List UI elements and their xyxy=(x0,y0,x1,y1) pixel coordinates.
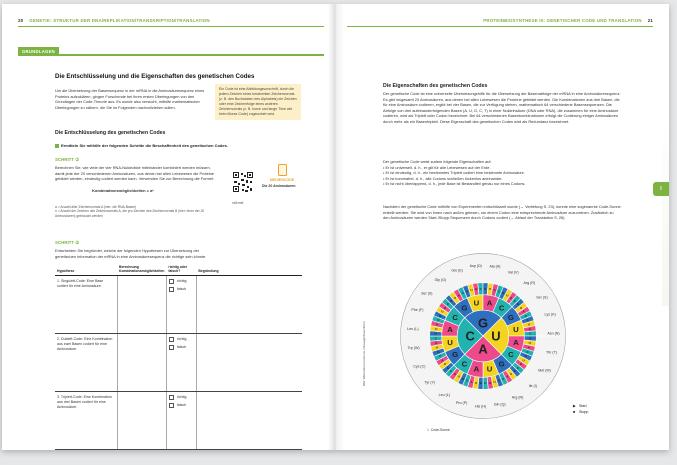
legend-stop-label: Stopp xyxy=(579,409,589,414)
hypothesis-cell: 2. Dublett-Code: Eine Kombination aus zwei Basen codiert für eine Aminosäure. xyxy=(55,334,117,392)
checkbox-label: falsch xyxy=(176,345,187,350)
third-base-label: C xyxy=(439,354,442,359)
third-base-label: G xyxy=(526,318,529,323)
third-base-label: C xyxy=(497,289,501,294)
third-base-label: U xyxy=(474,380,478,385)
formula: Kombinationsmöglichkeiten = aⁿ xyxy=(92,188,154,193)
amino-acid-label: Trp (W) xyxy=(407,345,420,350)
page-number-left: 20 xyxy=(18,18,24,23)
third-base-label: U xyxy=(453,296,456,301)
hypothesis-table xyxy=(55,264,302,450)
second-base-label: C xyxy=(461,359,468,369)
col-header-hypothesis: Hypothese xyxy=(55,264,117,276)
checkbox-true[interactable] xyxy=(169,395,194,400)
running-head-text-left: GENETIK: STRUKTUR DER DNA/REPLIKATION/TRANSKRIPTION/TRANSLATION xyxy=(29,18,210,23)
amino-acid-label: Val (V) xyxy=(507,270,519,275)
step1-text: Berechnen Sie, wie viele der vier RNA-Nukleotide miteinander kombiniert werden müssen, damit jede der 20 verschiedenen Aminosäuren, aus denen bei allen Lebewesen die Proteine gebildet werden, eindeutig codiert werden kann. Verwenden Sie zur Berechnung die Formel: xyxy=(55,165,214,182)
second-base-label: U xyxy=(447,338,453,348)
third-base-label: G xyxy=(461,376,464,381)
third-base-label: C xyxy=(461,291,464,296)
third-base-label: U xyxy=(528,340,531,345)
amino-acid-label: Phe (F) xyxy=(411,308,424,313)
second-base-label: C xyxy=(508,350,514,360)
amino-acid-label: Leu (L) xyxy=(438,392,451,397)
paragraph-3: Nachdem der genetische Code mithilfe von Experimenten entschlüsselt wurde (→ Vertiefung S. 23), konnte eine sogenannte Code-Sonne erstellt werden. Sie wird von innen nach außen gelesen, um einem Codon eine entsprechende Aminosäure zuzuordnen. Zusätzlich zu den Aminosäuren werden Start-/Stopp-Sequenzen durch Codons codiert (→ Ablauf der Translation S. 26). xyxy=(383,204,621,221)
hypothesis-cell: 3. Triplett-Code: Eine Kombination aus drei Basen codiert für eine Aminosäure. xyxy=(55,392,117,450)
third-base-label: U xyxy=(443,362,447,367)
task-instruction xyxy=(55,143,295,148)
amino-acid-label: Pro (P) xyxy=(455,401,468,406)
amino-acid-label: Arg (R) xyxy=(523,280,536,285)
third-base-label: U xyxy=(510,371,513,376)
stop-icon: ■ xyxy=(573,409,576,414)
amino-acid-label: Ser (S) xyxy=(421,291,433,296)
third-base-label: A xyxy=(510,296,513,301)
legend-stop xyxy=(573,410,588,416)
amino-acid-label: Glu (E) xyxy=(451,268,463,273)
third-base-label: A xyxy=(453,371,456,376)
task-bullet-icon xyxy=(55,144,59,148)
amino-acid-label: Ser (S) xyxy=(536,295,548,300)
third-base-label: G xyxy=(497,378,501,383)
third-base-label: G xyxy=(513,369,516,374)
checkbox-icon[interactable] xyxy=(169,287,174,292)
third-base-label: A xyxy=(519,362,523,367)
mediencode-label: MEDIENCODE xyxy=(269,178,295,182)
running-head-left xyxy=(18,18,210,23)
definition-a: a = Anzahl aller Zeichenvorrats A (hier: die RNA-Basen) xyxy=(55,205,137,209)
step2-label: SCHRITT ② xyxy=(55,240,80,245)
third-base-label: C xyxy=(513,298,516,303)
third-base-label: A xyxy=(493,288,496,293)
third-base-label: A xyxy=(436,322,439,327)
third-base-label: G xyxy=(524,354,527,359)
step2-text: Entscheiden Sie begründet, welche der folgenden Hypothesen zur Übersetzung der genetischen Information der mRNA in eine Aminosäuresequenz die richtige sein könnte. xyxy=(55,248,207,259)
caption-text: Code-Sonne xyxy=(430,428,450,432)
third-base-label: U xyxy=(493,379,496,384)
checkbox-label: richtig xyxy=(176,279,187,284)
mediencode-box xyxy=(262,164,302,200)
third-base-label: U xyxy=(435,327,438,332)
reason-cell[interactable] xyxy=(196,334,302,392)
third-base-label: C xyxy=(465,378,469,383)
running-head-text-right: PROTEINBIOSYNTHESE III: GENETISCHER CODE UND TRANSLATION xyxy=(483,18,642,23)
checkbox-icon[interactable] xyxy=(169,403,174,408)
checkbox-label: falsch xyxy=(176,403,187,408)
second-base-label: A xyxy=(486,298,493,308)
amino-acid-label: Asn (N) xyxy=(547,331,560,336)
second-base-label: U xyxy=(473,298,480,308)
third-base-label: A xyxy=(441,358,444,363)
choice-cell xyxy=(166,392,196,450)
amino-acid-label: Asp (D) xyxy=(469,263,482,268)
first-base-label: U xyxy=(491,328,501,344)
list-item: • Er ist universell, d. h., er gilt für alle Lebewesen auf der Erde. xyxy=(383,164,491,170)
third-base-label: C xyxy=(524,313,527,318)
book-gutter xyxy=(328,4,344,450)
third-base-label: U xyxy=(470,288,473,293)
third-base-label: U xyxy=(488,287,492,292)
wheel-legend xyxy=(573,404,588,415)
reason-cell[interactable] xyxy=(196,392,302,450)
hypothesis-cell: 1. Singulett-Code: Eine Base codiert für eine Aminosäure. xyxy=(55,276,117,334)
reason-cell[interactable] xyxy=(196,276,302,334)
qr-code-icon[interactable] xyxy=(232,171,254,193)
table-row xyxy=(55,334,302,392)
caption-number: 1 xyxy=(427,428,429,432)
third-base-label: G xyxy=(434,331,437,336)
checkbox-true[interactable] xyxy=(169,279,194,284)
third-base-label: A xyxy=(528,327,531,332)
third-base-label: C xyxy=(484,381,487,386)
amino-acid-label: His (H) xyxy=(474,404,487,409)
third-base-label: C xyxy=(437,318,440,323)
page-title: Die Entschlüsselung und die Eigenschaften des genetischen Codes xyxy=(55,73,255,80)
third-base-label: U xyxy=(436,345,439,350)
definition-note: Ein Code ist eine Abbildungsvorschrift, durch die jedem Zeichen eines bestimmten Zeichenvorrats (z. B. den Buchstaben des Alphabets) ein Zeichen oder eine Zeichenfolge eines anderen Zeichenvorrats (z. B. kurze und lange Töne wie beim Morse-Code) zugeordnet wird. xyxy=(215,84,301,120)
third-base-label: C xyxy=(516,365,520,370)
intro-text: Um die Übersetzung der Basensequenz in der mRNA in die Aminosäuresequenz eines Proteins aufzuklären, gingen Forschende bei ihren ersten Überlegungen von den Grundlagen der Code-Theorie aus. Es wurde also versucht, mithilfe mathematischer Überlegungen zu nähern, die Sie im Folgenden nachvollziehen sollen. xyxy=(55,88,205,110)
third-base-label: A xyxy=(506,374,509,379)
checkbox-icon[interactable] xyxy=(169,279,174,284)
checkbox-label: richtig xyxy=(176,337,187,342)
col-header-correct: richtig oder falsch? xyxy=(166,264,196,276)
third-base-label: A xyxy=(435,340,438,345)
third-base-label: C xyxy=(479,286,482,291)
formula-definitions xyxy=(55,205,225,218)
running-head-right xyxy=(483,18,653,23)
amino-acid-label: Gln (Q) xyxy=(493,402,506,407)
page-number-right: 21 xyxy=(647,18,653,23)
third-base-label: G xyxy=(446,365,450,370)
second-base-label: U xyxy=(486,364,493,374)
legend-start-label: Start xyxy=(579,404,587,408)
smartphone-icon xyxy=(278,164,287,176)
third-base-label: A xyxy=(457,293,460,298)
third-base-label: C xyxy=(502,376,505,381)
second-base-label: C xyxy=(498,303,505,313)
calculation-cell[interactable] xyxy=(117,276,166,334)
third-base-label: U xyxy=(457,374,460,379)
calculation-cell[interactable] xyxy=(117,392,166,450)
properties-intro: Der genetische Code weist zudem folgende Eigenschaften auf: xyxy=(383,159,492,164)
image-credit-text: Bild: Wikimedia Commons / Mouagip/Dosenfisch xyxy=(362,321,366,386)
third-base-label: C xyxy=(526,349,529,354)
choice-cell xyxy=(166,276,196,334)
mediencode-desc: Die 20 Aminosäuren xyxy=(262,184,296,188)
third-base-label: A xyxy=(443,305,447,310)
code-sun-diagram xyxy=(397,250,569,422)
third-base-label: A xyxy=(522,309,525,314)
task-text: Ermitteln Sie mithilfe der folgenden Schritte die Beschaffenheit des genetischen Codes. xyxy=(61,143,228,148)
third-base-label: U xyxy=(522,358,525,363)
third-base-label: A xyxy=(488,380,492,385)
paragraph-1: Der genetische Code ist eine universelle Übersetzungshilfe für die Übersetzung der Basenabfolge der mRNA in eine Aminosäuresequenz. Es gibt insgesamt 20 Aminosäuren, aus denen bei allen Lebewesen die Proteine gebildet werden. Die Kombinationen aus drei Basen, die für eine Aminosäure codieren, ergibt bei vier Basen, die zur Verfügung stehen, mathematisch 64 verschiedene Basensequenzen. Die Abfolge von drei aufeinanderfolgenden Basen (A, U, G, C, T) in einer Nukleinsäure (DNA oder RNA), die zusammen für eine Aminosäure codieren, wird als Triplett oder Codon bezeichnet. Bei 64 verschiedenen Basenkombinationen erfolgt die Codierung einiger Aminosäuren durch mehr als ein Basentriplett. Diese Eigenschaft des genetischen Codes wird als Redundanz bezeichnet. xyxy=(383,91,621,124)
table-row xyxy=(55,276,302,334)
checkbox-false[interactable] xyxy=(169,345,194,350)
amino-acid-label: Thr (T) xyxy=(545,350,558,355)
checkbox-label: richtig xyxy=(176,395,187,400)
amino-acid-label: Gly (G) xyxy=(434,277,447,282)
chapter-tab[interactable]: I xyxy=(653,182,669,196)
second-base-label: G xyxy=(461,303,468,313)
third-base-label: A xyxy=(527,345,530,350)
third-base-label: U xyxy=(506,293,509,298)
third-base-label: G xyxy=(502,291,505,296)
checkbox-icon[interactable] xyxy=(169,395,174,400)
image-credit xyxy=(360,284,368,394)
second-base-label: G xyxy=(507,312,514,322)
page-edge-strip xyxy=(662,116,669,306)
amino-acid-label: Cys (C) xyxy=(413,364,426,369)
amino-acid-label: Leu (L) xyxy=(407,326,419,331)
second-base-label: A xyxy=(447,324,453,334)
calculation-cell[interactable] xyxy=(117,334,166,392)
third-base-label: G xyxy=(516,302,520,307)
third-base-label: G xyxy=(439,313,442,318)
col-header-reason: Begründung xyxy=(196,264,302,276)
amino-acid-label: Arg (R) xyxy=(511,395,524,400)
step1-label: SCHRITT ① xyxy=(55,157,80,162)
list-item: • Er ist eindeutig, d. h., ein bestimmtes Triplett codiert eine bestimmte Aminosäure. xyxy=(383,170,525,176)
right-heading: Die Eigenschaften des genetischen Codes xyxy=(383,83,488,89)
section-band xyxy=(18,54,324,56)
third-base-label: G xyxy=(479,381,482,386)
list-item: • Er ist kommafrei, d. h., alle Codons schließen lückenlos aneinander. xyxy=(383,175,503,181)
first-base-label: A xyxy=(478,341,488,357)
col-header-calculation: Berechnung Kombinationsmöglichkeiten xyxy=(117,264,166,276)
third-base-label: U xyxy=(519,305,523,310)
amino-acid-label: Ile (I) xyxy=(528,383,537,388)
checkbox-label: falsch xyxy=(176,287,187,292)
third-base-label: C xyxy=(529,331,532,336)
definition-n: n = Anzahl der Zeichen des Zeichenvorrats A, die pro Zeichen des Zeichenvorrats B (hier: einer der 20 Aminosäuren) gebraucht werden xyxy=(55,209,205,218)
start-icon: ▶ xyxy=(573,404,576,408)
second-base-label: U xyxy=(513,324,519,334)
amino-acid-label: Ala (A) xyxy=(489,264,501,269)
right-page xyxy=(335,4,669,450)
left-page xyxy=(2,4,335,450)
header-rule-right xyxy=(347,26,653,27)
third-base-label: U xyxy=(527,322,530,327)
amino-acid-label: Tyr (Y) xyxy=(424,380,436,385)
properties-list xyxy=(383,165,621,187)
third-base-label: C xyxy=(446,302,450,307)
amino-acid-label: Lys (K) xyxy=(544,312,556,317)
choice-cell xyxy=(166,334,196,392)
subheading: Die Entschlüsselung des genetischen Codes xyxy=(55,130,166,136)
first-base-label: C xyxy=(465,328,475,344)
second-base-label: A xyxy=(473,364,480,374)
checkbox-icon[interactable] xyxy=(169,337,174,342)
third-base-label: G xyxy=(465,289,469,294)
figure-caption xyxy=(427,428,450,432)
third-base-label: A xyxy=(470,379,473,384)
third-base-label: G xyxy=(529,336,532,341)
second-base-label: G xyxy=(498,359,505,369)
checkbox-false[interactable] xyxy=(169,287,194,292)
paragraph-2 xyxy=(383,159,621,187)
third-base-label: A xyxy=(474,287,478,292)
third-base-label: G xyxy=(450,298,453,303)
checkbox-icon[interactable] xyxy=(169,345,174,350)
table-row xyxy=(55,392,302,450)
first-base-label: G xyxy=(477,315,489,331)
checkbox-true[interactable] xyxy=(169,337,194,342)
second-base-label: G xyxy=(452,350,459,360)
header-rule-left xyxy=(18,26,324,27)
third-base-label: C xyxy=(450,369,453,374)
checkbox-false[interactable] xyxy=(169,403,194,408)
third-base-label: G xyxy=(484,286,487,291)
book-spread xyxy=(2,4,669,450)
mediencode-id: xz5vm6 xyxy=(232,201,244,205)
third-base-label: C xyxy=(434,336,437,341)
third-base-label: U xyxy=(441,309,444,314)
section-tag: GRUNDLAGEN xyxy=(18,47,59,56)
list-item: • Er ist nicht überlappend, d. h., jede Base ist Bestandteil genau nur eines Codons. xyxy=(383,181,526,187)
second-base-label: C xyxy=(452,312,458,322)
amino-acid-label: Met (M) xyxy=(538,368,551,373)
third-base-label: G xyxy=(437,349,440,354)
second-base-label: A xyxy=(513,338,519,348)
